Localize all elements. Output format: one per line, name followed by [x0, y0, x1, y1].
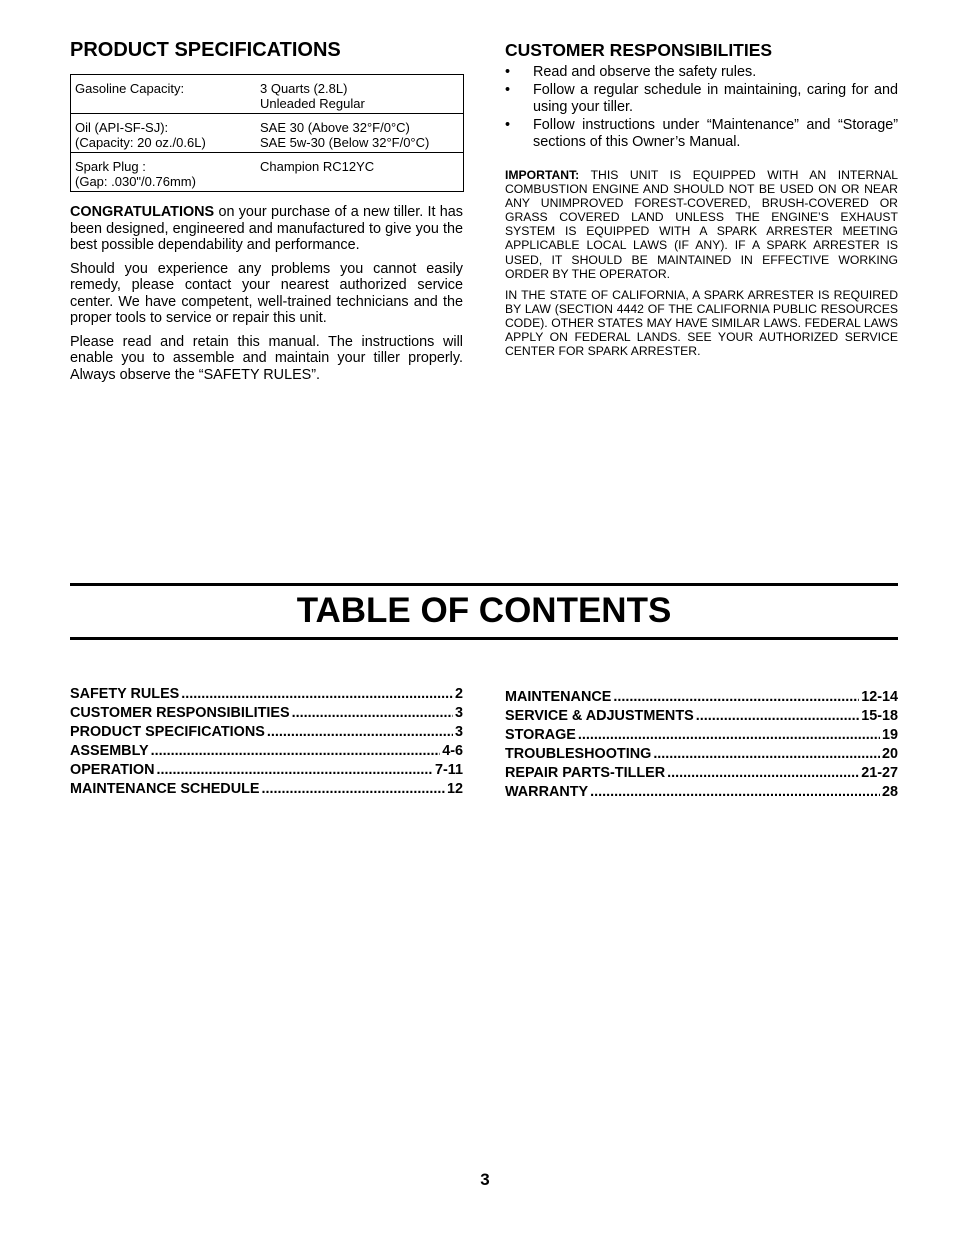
toc-entry[interactable] — [505, 783, 898, 802]
congratulations-text: on your purchase of a new tiller. It has been designed, engineered and manufactured to give you the best possible dependability and performance. — [70, 204, 463, 253]
toc-leader-dots — [667, 764, 859, 783]
spec-value: 3 Quarts (2.8L) — [260, 81, 348, 96]
toc-entry-page: 4-6 — [442, 743, 463, 759]
spec-value: Unleaded Regular — [260, 96, 365, 111]
toc-entry[interactable] — [505, 726, 898, 745]
toc-entry[interactable] — [70, 723, 463, 742]
spec-value: SAE 30 (Above 32°F/0°C) — [260, 120, 410, 135]
important-label: IMPORTANT: — [505, 168, 580, 182]
toc-entry-page: 15-18 — [861, 708, 898, 724]
toc-leader-dots — [292, 704, 453, 723]
toc-title: TABLE OF CONTENTS — [296, 591, 672, 630]
toc-entry[interactable] — [70, 761, 463, 780]
list-item — [505, 117, 898, 151]
toc-entry[interactable] — [505, 764, 898, 783]
spec-row-gasoline — [71, 75, 464, 114]
spec-row-oil — [71, 114, 464, 153]
customer-responsibilities-section — [505, 40, 898, 358]
bullet-icon: • — [505, 117, 511, 133]
bullet-icon: • — [505, 64, 511, 80]
toc-entry-label: ASSEMBLY — [70, 743, 149, 759]
spec-label: (Capacity: 20 oz./0.6L) — [75, 135, 206, 150]
important-notice — [505, 168, 898, 281]
toc-leader-dots — [578, 726, 880, 745]
toc-entry-page: 28 — [881, 784, 898, 800]
toc-entry[interactable] — [70, 704, 463, 723]
toc-entry-label: MAINTENANCE — [505, 689, 612, 705]
spec-label: Oil (API-SF-SJ): — [75, 120, 169, 135]
list-item — [505, 82, 898, 116]
important-text: THIS UNIT IS EQUIPPED WITH AN INTERNAL COMBUSTION ENGINE AND SHOULD NOT BE USED ON OR NEAR ANY UNIMPROVED FOREST-COVERED, BRUSH-COVERED OR GRASS COVERED LAND UNLESS THE ENGINE’S EXHAUST SYSTEM IS EQUIPPED WITH A SPARK ARRESTER MEETING APPLICABLE LOCAL LAWS (IF ANY). IF A SPARK ARRESTER IS USED, IT SHOULD BE MAINTAINED IN EFFECTIVE WORKING ORDER BY THE OPERATOR. — [505, 168, 898, 281]
toc-entry-label: TROUBLESHOOTING — [505, 746, 652, 762]
toc-bottom-rule — [70, 637, 898, 640]
toc-right-column — [505, 688, 898, 802]
congratulations-paragraph — [70, 204, 463, 254]
toc-entry-page: 21-27 — [861, 765, 898, 781]
product-specifications-heading: PRODUCT SPECIFICATIONS — [70, 39, 341, 61]
toc-entry-page: 12 — [446, 781, 463, 797]
toc-entry[interactable] — [70, 742, 463, 761]
toc-entry-label: SERVICE & ADJUSTMENTS — [505, 708, 694, 724]
california-notice: IN THE STATE OF CALIFORNIA, A SPARK ARRESTER IS REQUIRED BY LAW (SECTION 4442 OF THE CALIFORNIA PUBLIC RESOURCES CODE). OTHER STATES MAY HAVE SIMILAR LAWS. FEDERAL LAWS APPLY ON FEDERAL LANDS. SEE YOUR AUTHORIZED SERVICE CENTER FOR SPARK ARRESTER. — [505, 287, 898, 359]
toc-entry-label: SAFETY RULES — [70, 686, 180, 702]
toc-leader-dots — [267, 723, 453, 742]
spec-value: Champion RC12YC — [260, 159, 375, 174]
toc-entry-label: OPERATION — [70, 762, 155, 778]
bullet-icon: • — [505, 82, 511, 98]
customer-responsibilities-heading: CUSTOMER RESPONSIBILITIES — [505, 40, 773, 60]
list-item-text: Follow instructions under “Maintenance” and “Storage” sections of this Owner’s Manual. — [533, 117, 898, 150]
toc-entry[interactable] — [505, 688, 898, 707]
toc-entry-page: 3 — [454, 724, 463, 740]
toc-entry-label: CUSTOMER RESPONSIBILITIES — [70, 705, 290, 721]
toc-leader-dots — [261, 780, 445, 799]
toc-leader-dots — [590, 783, 880, 802]
toc-entry[interactable] — [70, 780, 463, 799]
list-item-text: Follow a regular schedule in maintaining, caring for and using your tiller. — [533, 82, 898, 115]
toc-entry[interactable] — [505, 745, 898, 764]
toc-leader-dots — [653, 745, 880, 764]
toc-entry-page: 3 — [454, 705, 463, 721]
page-number: 3 — [480, 1170, 490, 1189]
spec-label: Spark Plug : — [75, 159, 146, 174]
toc-leader-dots — [156, 761, 433, 780]
toc-entry-label: WARRANTY — [505, 784, 589, 800]
toc-leader-dots — [696, 707, 859, 726]
toc-leader-dots — [613, 688, 859, 707]
toc-entry-page: 12-14 — [861, 689, 898, 705]
toc-entry-page: 7-11 — [434, 762, 463, 778]
toc-entry-page: 2 — [454, 686, 463, 702]
toc-entry-label: STORAGE — [505, 727, 576, 743]
problems-paragraph: Should you experience any problems you cannot easily remedy, please contact your nearest authorized service center. We have competent, well-trained technicians and the proper tools to service or repair this unit. — [70, 260, 463, 326]
spec-value: SAE 5w-30 (Below 32°F/0°C) — [260, 135, 430, 150]
toc-entry-label: MAINTENANCE SCHEDULE — [70, 781, 260, 797]
product-specifications-section — [70, 38, 463, 383]
congratulations-bold: CONGRATULATIONS — [70, 204, 215, 220]
responsibilities-list — [505, 64, 898, 151]
toc-entry-label: PRODUCT SPECIFICATIONS — [70, 724, 265, 740]
specifications-table — [70, 74, 464, 192]
spec-row-spark-plug — [71, 153, 464, 192]
toc-top-rule — [70, 583, 898, 586]
spec-label: (Gap: .030"/0.76mm) — [75, 174, 196, 189]
toc-entry[interactable] — [505, 707, 898, 726]
toc-entry-page: 20 — [881, 746, 898, 762]
toc-entry-label: REPAIR PARTS-TILLER — [505, 765, 666, 781]
list-item — [505, 64, 898, 81]
spec-label: Gasoline Capacity: — [75, 81, 185, 96]
toc-left-column — [70, 685, 463, 799]
list-item-text: Read and observe the safety rules. — [533, 64, 757, 80]
toc-entry-page: 19 — [881, 727, 898, 743]
toc-entry[interactable] — [70, 685, 463, 704]
retain-manual-paragraph: Please read and retain this manual. The instructions will enable you to assemble and maintain your tiller properly. Always observe the “SAFETY RULES”. — [70, 333, 463, 383]
toc-leader-dots — [151, 742, 441, 761]
toc-leader-dots — [181, 685, 453, 704]
